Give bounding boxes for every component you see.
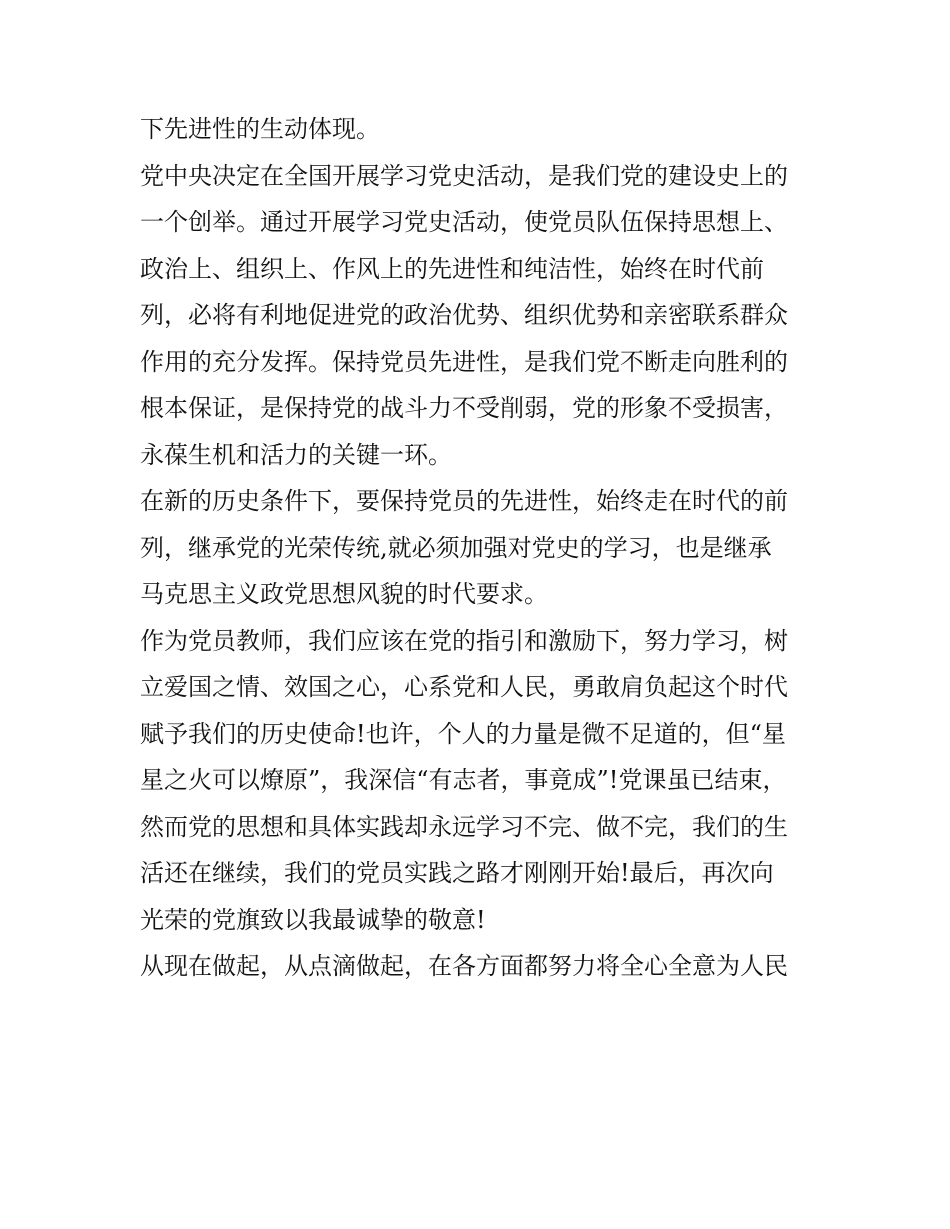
text-line: 从现在做起，从点滴做起，在各方面都努力将全心全意为人民 (140, 952, 788, 980)
text-line: 然而党的思想和具体实践却永远学习不完、做不完，我们的生 (140, 812, 788, 841)
text-line: 下先进性的生动体现。 (140, 115, 380, 143)
body-text (140, 106, 820, 990)
text-line: 在新的历史条件下，要保持党员的先进性，始终走在时代的前 (140, 487, 788, 515)
text-line: 党中央决定在全国开展学习党史活动，是我们党的建设史上的 (140, 161, 788, 190)
text-line: 列，继承党的光荣传统,就必须加强对党史的学习，也是继承 (140, 533, 772, 562)
text-line: 光荣的党旗致以我最诚挚的敬意! (140, 905, 486, 934)
text-line: 作为党员教师，我们应该在党的指引和激励下，努力学习，树 (140, 626, 788, 655)
text-line: 活还在继续，我们的党员实践之路才刚刚开始!最后，再次向 (140, 859, 774, 887)
text-line: 列，必将有利地促进党的政治优势、组织优势和亲密联系群众 (140, 301, 788, 329)
text-line: 立爱国之情、效国之心，心系党和人民，勇敢肩负起这个时代 (140, 673, 788, 701)
text-line: 永葆生机和活力的关键一环。 (140, 440, 452, 469)
text-line: 政治上、组织上、作风上的先进性和纯洁性，始终在时代前 (140, 254, 764, 283)
text-line: 星之火可以燎原”，我深信“有志者，事竟成”!党课虽已结束， (140, 766, 787, 794)
text-line: 根本保证，是保持党的战斗力不受削弱，党的形象不受损害， (140, 394, 788, 422)
text-line: 赋予我们的历史使命!也许，个人的力量是微不足道的，但“星 (140, 719, 786, 748)
text-line: 作用的充分发挥。保持党员先进性，是我们党不断走向胜利的 (140, 347, 788, 376)
text-line: 一个创举。通过开展学习党史活动，使党员队伍保持思想上、 (140, 208, 788, 236)
text-line: 马克思主义政党思想风貌的时代要求。 (140, 580, 548, 608)
